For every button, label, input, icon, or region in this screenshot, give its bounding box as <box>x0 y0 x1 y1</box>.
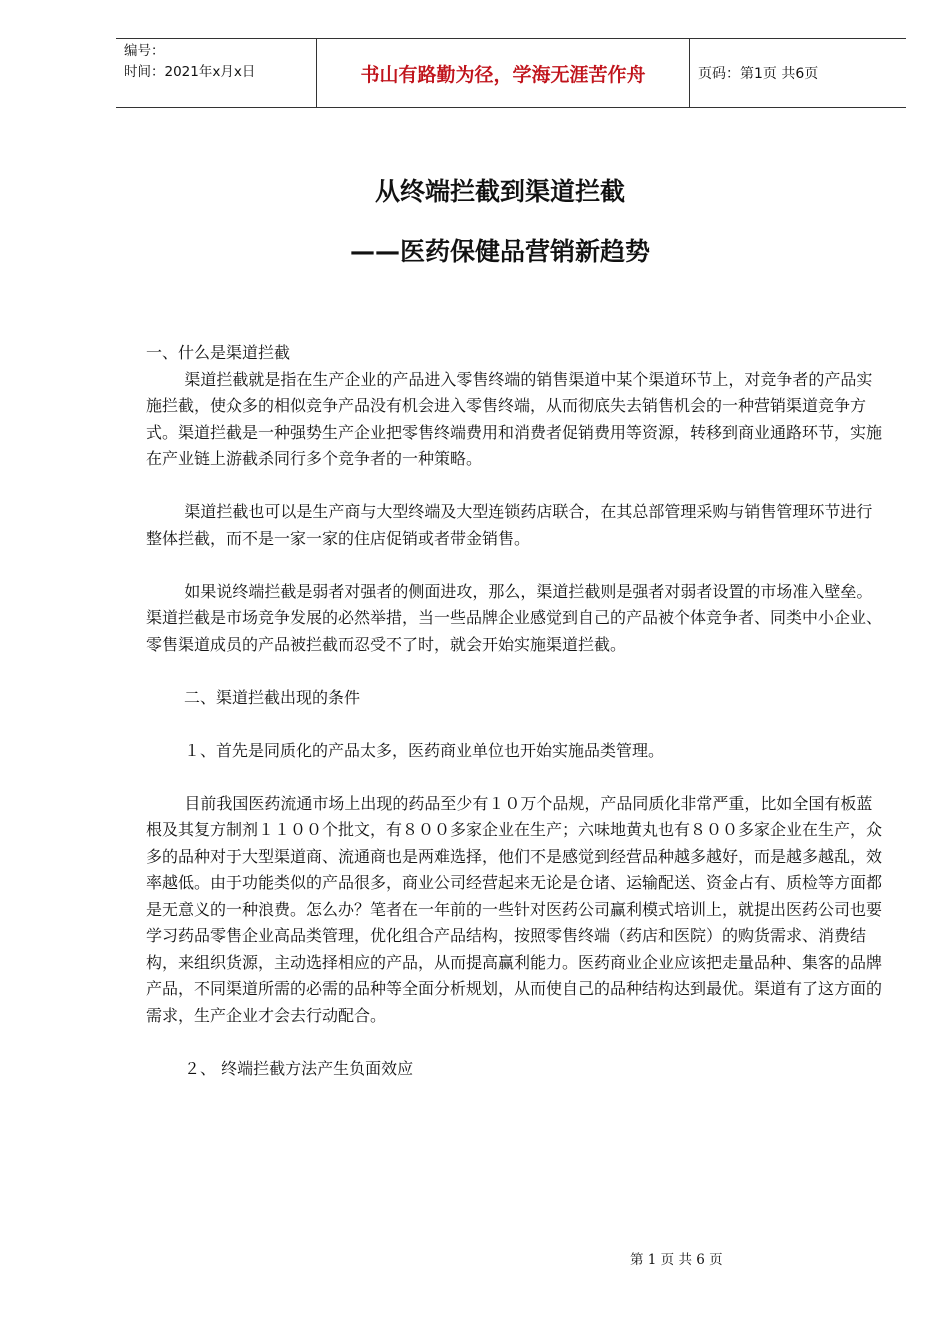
page-footer: 第 1 页 共 6 页 <box>630 1252 723 1268</box>
paragraph: 渠道拦截也可以是生产商与大型终端及大型连锁药店联合，在其总部管理采购与销售管理环节进行整体拦截，而不是一家一家的住店促销或者带金销售。 <box>146 502 873 548</box>
list-item: １、首先是同质化的产品太多，医药商业单位也开始实施品类管理。 <box>184 740 665 760</box>
list-item: ２、 终端拦截方法产生负面效应 <box>184 1058 414 1078</box>
section-heading-1: 一、什么是渠道拦截 <box>146 343 291 362</box>
header-table <box>116 38 906 108</box>
paragraph: 如果说终端拦截是弱者对强者的侧面进攻，那么，渠道拦截则是强者对弱者设置的市场准入壁垒。渠道拦截是市场竞争发展的必然举措，当一些品牌企业感觉到自己的产品被个体竞争者、同类中小企业、零售渠道成员的产品被拦截而忍受不了时，就会开始实施渠道拦截。 <box>146 581 883 654</box>
section-heading-2: 二、渠道拦截出现的条件 <box>184 687 361 707</box>
header-meta <box>116 39 316 107</box>
document-number-label: 编号： <box>124 43 165 59</box>
document-body <box>146 340 886 1082</box>
header-motto: 书山有路勤为径，学海无涯苦作舟 <box>316 39 690 107</box>
paragraph: 目前我国医药流通市场上出现的药品至少有１０万个品规，产品同质化非常严重，比如全国有板蓝根及其复方制剂１１００个批文，有８００多家企业在生产；六味地黄丸也有８００多家企业在生产，众多的品种对于大型渠道商、流通商也是两难选择，他们不是感觉到经营品种越多越好，而是越多越乱，效率越低。由于功能类似的产品很多，商业公司经营起来无论是仓诸、运输配送、资金占有、质检等方面都是无意义的一种浪费。怎么办？笔者在一年前的一些针对医药公司赢利模式培训上，就提出医药公司也要学习药品零售企业高品类管理，优化组合产品结构，按照零售终端（药店和医院）的购货需求、消费结构，来组织货源，主动选择相应的产品，从而提高赢利能力。医药商业企业应该把走量品种、集客的品牌产品，不同渠道所需的必需的品种等全面分析规划，从而使自己的品种结构达到最优。渠道有了这方面的需求，生产企业才会去行动配合。 <box>146 793 883 1025</box>
header-page-info: 页码：第1页 共6页 <box>698 66 819 82</box>
document-subtitle: ——医药保健品营销新趋势 <box>349 237 650 266</box>
document-title: 从终端拦截到渠道拦截 <box>374 177 625 206</box>
document-time-label: 时间：2021年x月x日 <box>124 64 256 80</box>
paragraph: 渠道拦截就是指在生产企业的产品进入零售终端的销售渠道中某个渠道环节上，对竞争者的产品实施拦截，使众多的相似竞争产品没有机会进入零售终端，从而彻底失去销售机会的一种营销渠道竞争方式。渠道拦截是一种强势生产企业把零售终端费用和消费者促销费用等资源，转移到商业通路环节，实施在产业链上游截杀同行多个竞争者的一种策略。 <box>146 369 883 468</box>
